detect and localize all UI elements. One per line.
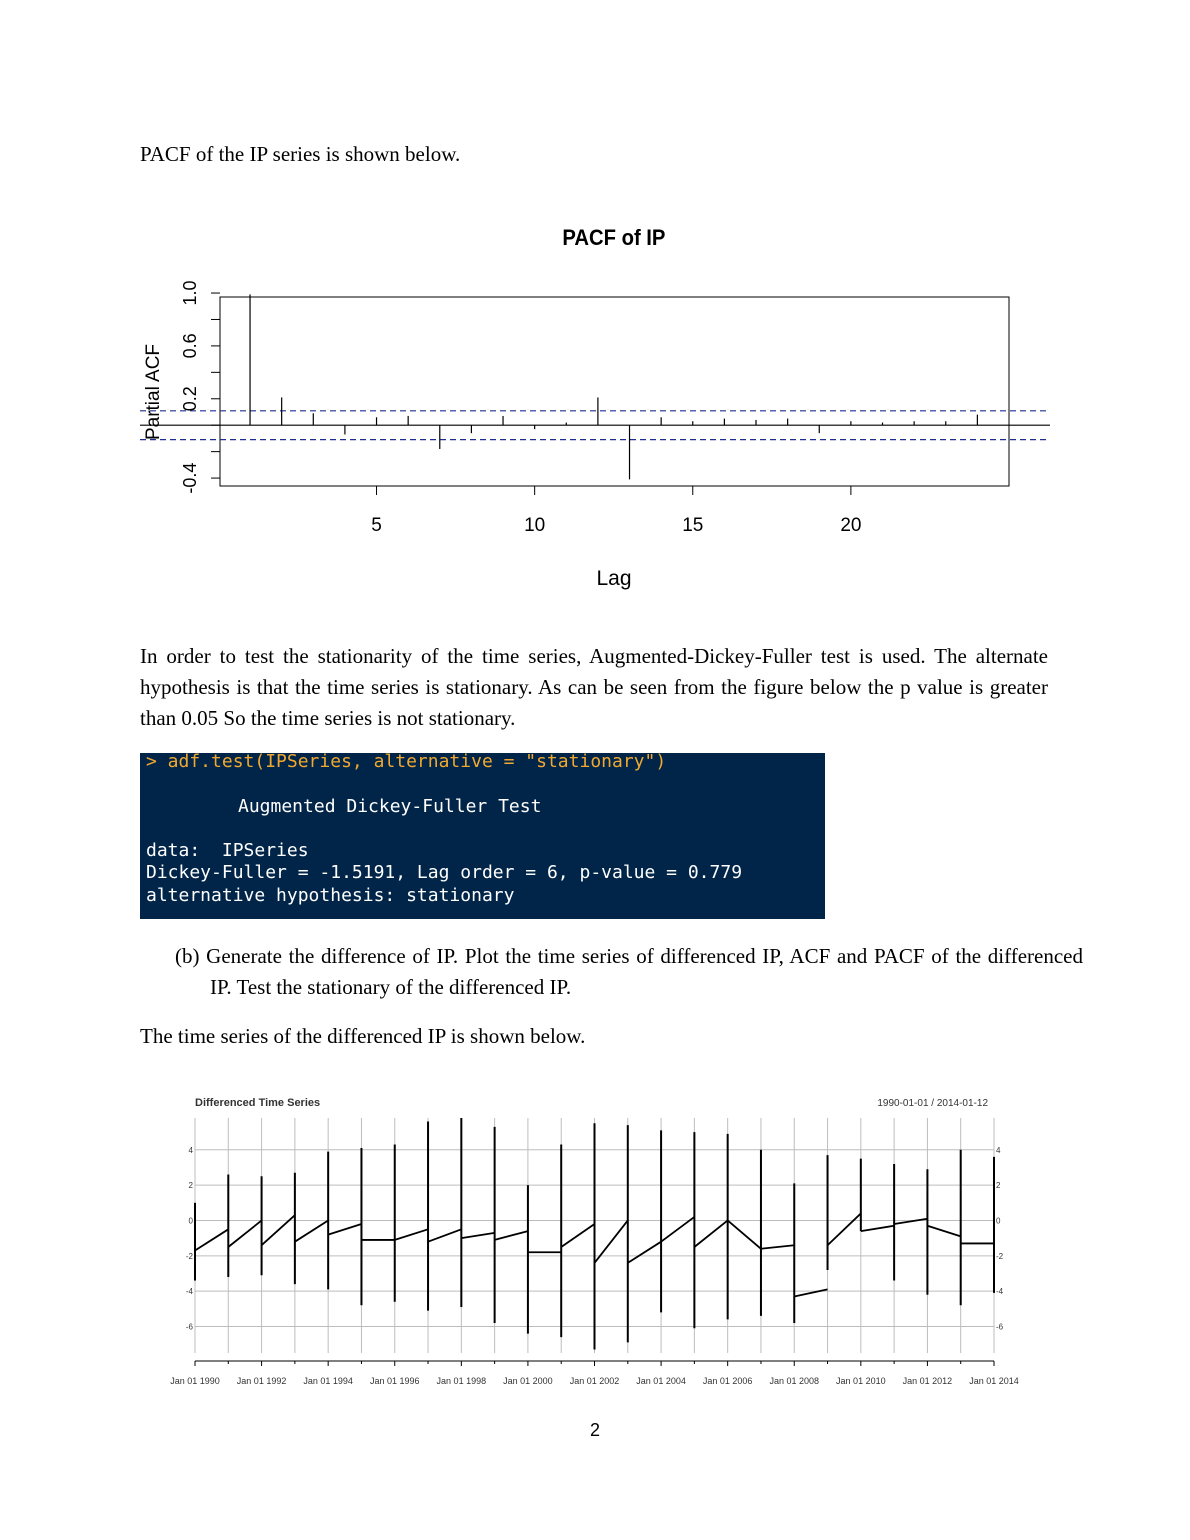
diff-ytick-label-left: 4	[188, 1145, 193, 1155]
pacf-xtick-label: 10	[524, 515, 546, 536]
diff-ytick-label-right: -4	[996, 1287, 1004, 1297]
diff-xtick-label: Jan 01 2010	[836, 1376, 886, 1386]
diff-series-segment	[694, 1220, 727, 1247]
diff-series-segment	[262, 1215, 295, 1245]
console-hypothesis-line: alternative hypothesis: stationary	[146, 885, 515, 906]
pacf-ytick-label: 0.6	[180, 333, 200, 359]
page-number: 2	[589, 1420, 600, 1440]
pacf-xtick-label: 15	[682, 515, 704, 536]
diff-ytick-label-left: -2	[185, 1251, 193, 1261]
diff-chart-date-range: 1990-01-01 / 2014-01-12	[877, 1098, 988, 1109]
pacf-ylabel: Partial ACF	[143, 343, 164, 441]
diff-series-segment	[328, 1224, 361, 1235]
diff-series-segment	[861, 1226, 894, 1231]
diff-ytick-label-left: 0	[188, 1216, 193, 1226]
diff-series-segment	[595, 1220, 628, 1262]
pacf-title: PACF of IP	[562, 226, 666, 251]
pacf-chart	[130, 215, 1060, 595]
console-data-line: data: IPSeries	[146, 840, 309, 861]
diff-series-segment	[295, 1220, 328, 1241]
adf-paragraph: In order to test the stationarity of the time series, Augmented-Dickey-Fuller test is used. The alternate hypothesis is that the time series is stationary. As can be seen from the figure below the p value is greater than 0.05 So the time series is not stationary.	[140, 644, 1048, 730]
console-test-title: Augmented Dickey-Fuller Test	[238, 796, 542, 817]
pacf-xlabel: Lag	[596, 567, 632, 590]
r-console-output	[140, 753, 825, 919]
console-command-line: > adf.test(IPSeries, alternative = "stationary")	[146, 751, 667, 772]
diff-intro-text: The time series of the differenced IP is shown below.	[140, 1024, 586, 1048]
diff-ytick-label-left: -4	[185, 1287, 193, 1297]
diff-series-segment	[195, 1229, 228, 1250]
pacf-plot-frame	[220, 297, 1009, 486]
diff-series-segment	[794, 1289, 827, 1296]
diff-xtick-label: Jan 01 1996	[369, 1376, 420, 1386]
diff-xtick-label: Jan 01 1992	[236, 1376, 287, 1386]
diff-ytick-label-right: 0	[996, 1216, 1001, 1226]
differenced-series-chart	[160, 1085, 1040, 1395]
diff-xtick-label: Jan 01 2000	[503, 1376, 553, 1386]
diff-series-segment	[828, 1213, 861, 1245]
diff-series-segment	[228, 1220, 261, 1247]
diff-xtick-label: Jan 01 1990	[170, 1376, 220, 1386]
diff-series-segment	[561, 1224, 594, 1247]
diff-series-segment	[395, 1229, 428, 1240]
pacf-ytick-label: -0.4	[180, 462, 200, 494]
diff-series-segment	[628, 1242, 661, 1263]
diff-xtick-label: Jan 01 2008	[769, 1376, 820, 1386]
pacf-xtick-label: 5	[371, 515, 382, 536]
pacf-ytick-label: 0.2	[180, 386, 200, 412]
diff-xtick-label: Jan 01 1998	[436, 1376, 487, 1386]
diff-xtick-label: Jan 01 2002	[569, 1376, 620, 1386]
diff-series-segment	[728, 1220, 761, 1248]
diff-series-segment	[461, 1233, 494, 1238]
pacf-ytick-label: 1.0	[180, 280, 200, 306]
diff-xtick-label: Jan 01 2014	[969, 1376, 1019, 1386]
diff-series-segment	[927, 1226, 960, 1237]
diff-xtick-label: Jan 01 2004	[636, 1376, 686, 1386]
diff-xtick-label: Jan 01 2006	[702, 1376, 753, 1386]
pacf-intro-text: PACF of the IP series is shown below.	[140, 142, 461, 166]
diff-series-segment	[428, 1229, 461, 1241]
diff-ytick-label-left: 2	[188, 1181, 193, 1191]
task-item-b: (b) Generate the difference of IP. Plot the time series of differenced IP, ACF and PACF of the differenced IP. Test the stationary of the differenced IP.	[175, 944, 1083, 999]
diff-series-segment	[495, 1231, 528, 1240]
diff-xtick-label: Jan 01 1994	[303, 1376, 353, 1386]
diff-chart-title: Differenced Time Series	[195, 1097, 321, 1109]
diff-ytick-label-right: -2	[996, 1251, 1004, 1261]
diff-series-segment	[894, 1219, 927, 1224]
console-result-line: Dickey-Fuller = -1.5191, Lag order = 6, p-value = 0.779	[146, 862, 743, 883]
diff-ytick-label-right: 4	[996, 1145, 1001, 1155]
diff-series-segment	[761, 1245, 794, 1249]
diff-ytick-label-right: 2	[996, 1181, 1001, 1191]
pacf-xtick-label: 20	[840, 515, 862, 536]
diff-ytick-label-left: -6	[185, 1322, 193, 1332]
diff-ytick-label-right: -6	[996, 1322, 1004, 1332]
diff-xtick-label: Jan 01 2012	[902, 1376, 953, 1386]
